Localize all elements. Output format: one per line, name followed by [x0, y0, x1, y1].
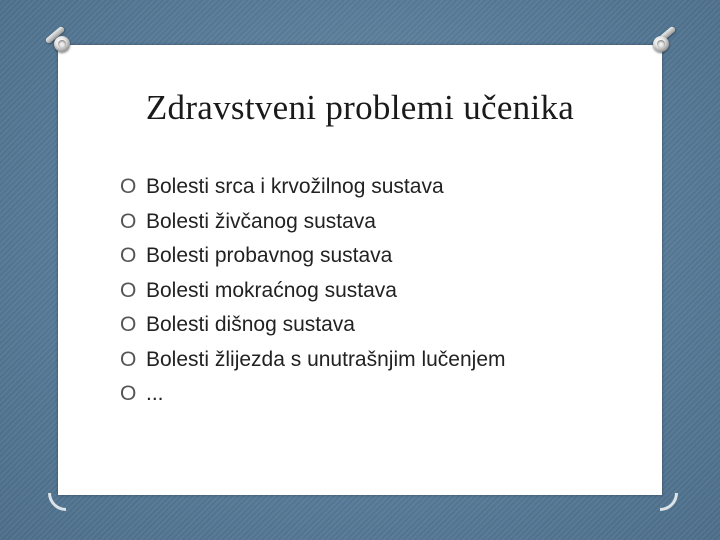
- bullet-marker-icon: O: [120, 278, 137, 302]
- bullet-marker-icon: O: [120, 382, 137, 405]
- bullet-item: [120, 239, 506, 274]
- bullet-marker-icon: O: [120, 313, 137, 336]
- bullet-item: [120, 377, 506, 412]
- bullet-text: Bolesti srca i krvožilnog sustava: [146, 175, 444, 198]
- bullet-text: Bolesti mokraćnog sustava: [146, 278, 397, 302]
- bullet-marker-icon: O: [120, 209, 137, 233]
- bullet-item: [120, 308, 506, 343]
- grommet-left-icon: [54, 36, 70, 52]
- bullet-marker-icon: O: [120, 347, 137, 371]
- bullet-item: [120, 205, 506, 240]
- bullet-text: ...: [146, 382, 164, 405]
- bullet-item: [120, 170, 506, 205]
- bullet-text: Bolesti dišnog sustava: [146, 313, 355, 336]
- bullet-list: [120, 170, 506, 412]
- bullet-marker-icon: O: [120, 175, 137, 198]
- bullet-item: [120, 343, 506, 378]
- bullet-marker-icon: O: [120, 244, 137, 267]
- bullet-text: Bolesti žlijezda s unutrašnjim lučenjem: [146, 347, 506, 371]
- bullet-text: Bolesti probavnog sustava: [146, 244, 393, 267]
- bullet-text: Bolesti živčanog sustava: [146, 209, 376, 233]
- bullet-item: [120, 274, 506, 309]
- slide-title: Zdravstveni problemi učenika: [145, 88, 575, 127]
- grommet-right-icon: [653, 36, 669, 52]
